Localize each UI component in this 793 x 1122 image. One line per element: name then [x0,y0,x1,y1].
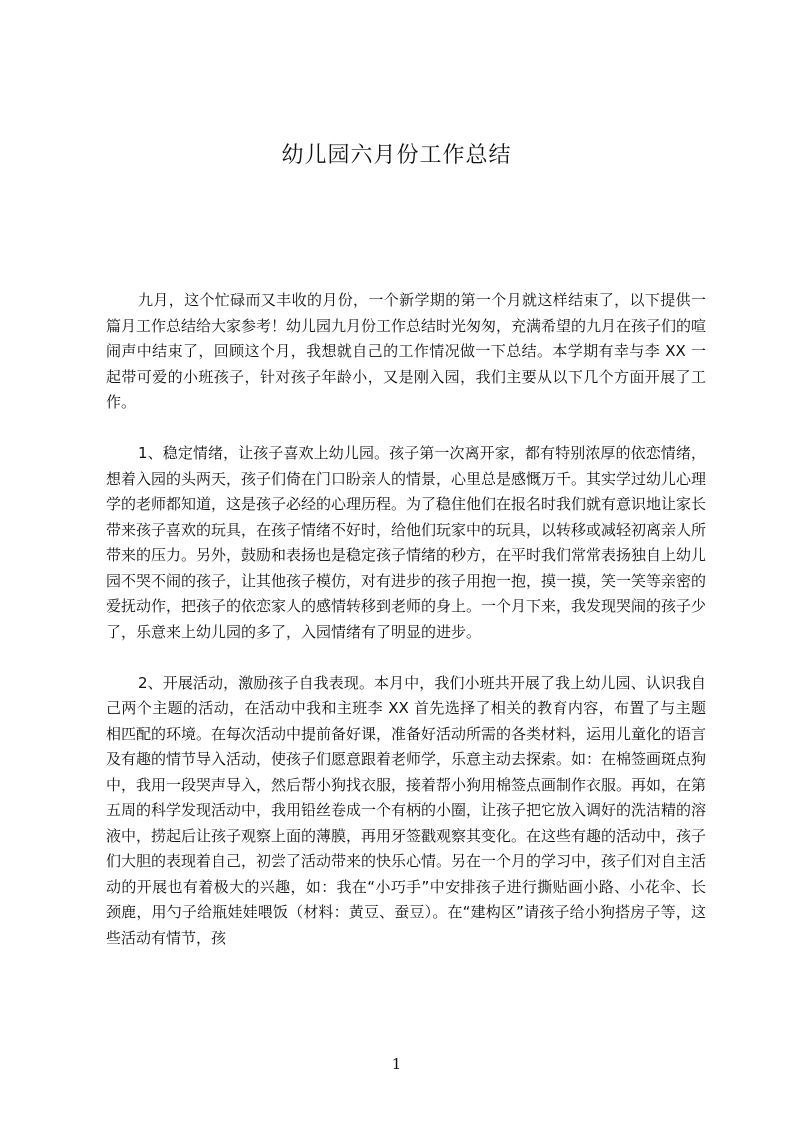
page-title: 幼儿园六月份工作总结 [281,143,512,168]
paragraph-intro: 九月，这个忙碌而又丰收的月份，一个新学期的第一个月就这样结束了，以下提供一篇月工作总结给大家参考！幼儿园九月份工作总结时光匆匆，充满希望的九月在孩子们的喧闹声中结束了，回顾这个月，我想就自己的工作情况做一下总结。本学期有幸与李 XX 一起带可爱的小班孩子，针对孩子年龄小，又是刚入园，我们主要从以下几个方面开展了工作。 [106,291,707,411]
paragraph-section-2: 2、开展活动，激励孩子自我表现。本月中，我们小班共开展了我上幼儿园、认识我自己两个主题的活动，在活动中我和主班李 XX 首先选择了相关的教育内容，布置了与主题相匹配的环境。在每次活动中提前备好课，准备好活动所需的各类材料，运用儿童化的语言及有趣的情节导入活动，使孩子们愿意跟着老师学，乐意主动去探索。如：在棉签画斑点狗中，我用一段哭声导入，然后帮小狗找衣服，接着帮小狗用棉签点画制作衣服。再如，在第五周的科学发现活动中，我用铅丝卷成一个有柄的小圈，让孩子把它放入调好的洗洁精的溶液中，捞起后让孩子观察上面的薄膜，再用牙签戳观察其变化。在这些有趣的活动中，孩子们大胆的表现着自己，初尝了活动带来的快乐心情。另在一个月的学习中，孩子们对自主活动的开展也有着极大的兴趣，如：我在“小巧手”中安排孩子进行撕贴画小路、小花伞、长颈鹿，用勺子给瓶娃娃喂饭（材料：黄豆、蚕豆）。在“建构区”请孩子给小狗搭房子等，这些活动有情节，孩 [106,673,707,947]
paragraph-section-1: 1、稳定情绪，让孩子喜欢上幼儿园。孩子第一次离开家，都有特别浓厚的依恋情绪，想着入园的头两天，孩子们倚在门口盼亲人的情景，心里总是感慨万千。其实学过幼儿心理学的老师都知道，这是孩子必经的心理历程。为了稳住他们在报名时我们就有意识地让家长带来孩子喜欢的玩具，在孩子情绪不好时，给他们玩家中的玩具，以转移或减轻初离亲人所带来的压力。另外，鼓励和表扬也是稳定孩子情绪的秒方，在平时我们常常表扬独自上幼儿园不哭不闹的孩子，让其他孩子模仿，对有进步的孩子用抱一抱，摸一摸，笑一笑等亲密的爱抚动作，把孩子的依恋家人的感情转移到老师的身上。一个月下来，我发现哭闹的孩子少了，乐意来上幼儿园的多了，入园情绪有了明显的进步。 [106,444,707,641]
page-number: 1 [391,1055,402,1073]
document-body [106,288,706,977]
